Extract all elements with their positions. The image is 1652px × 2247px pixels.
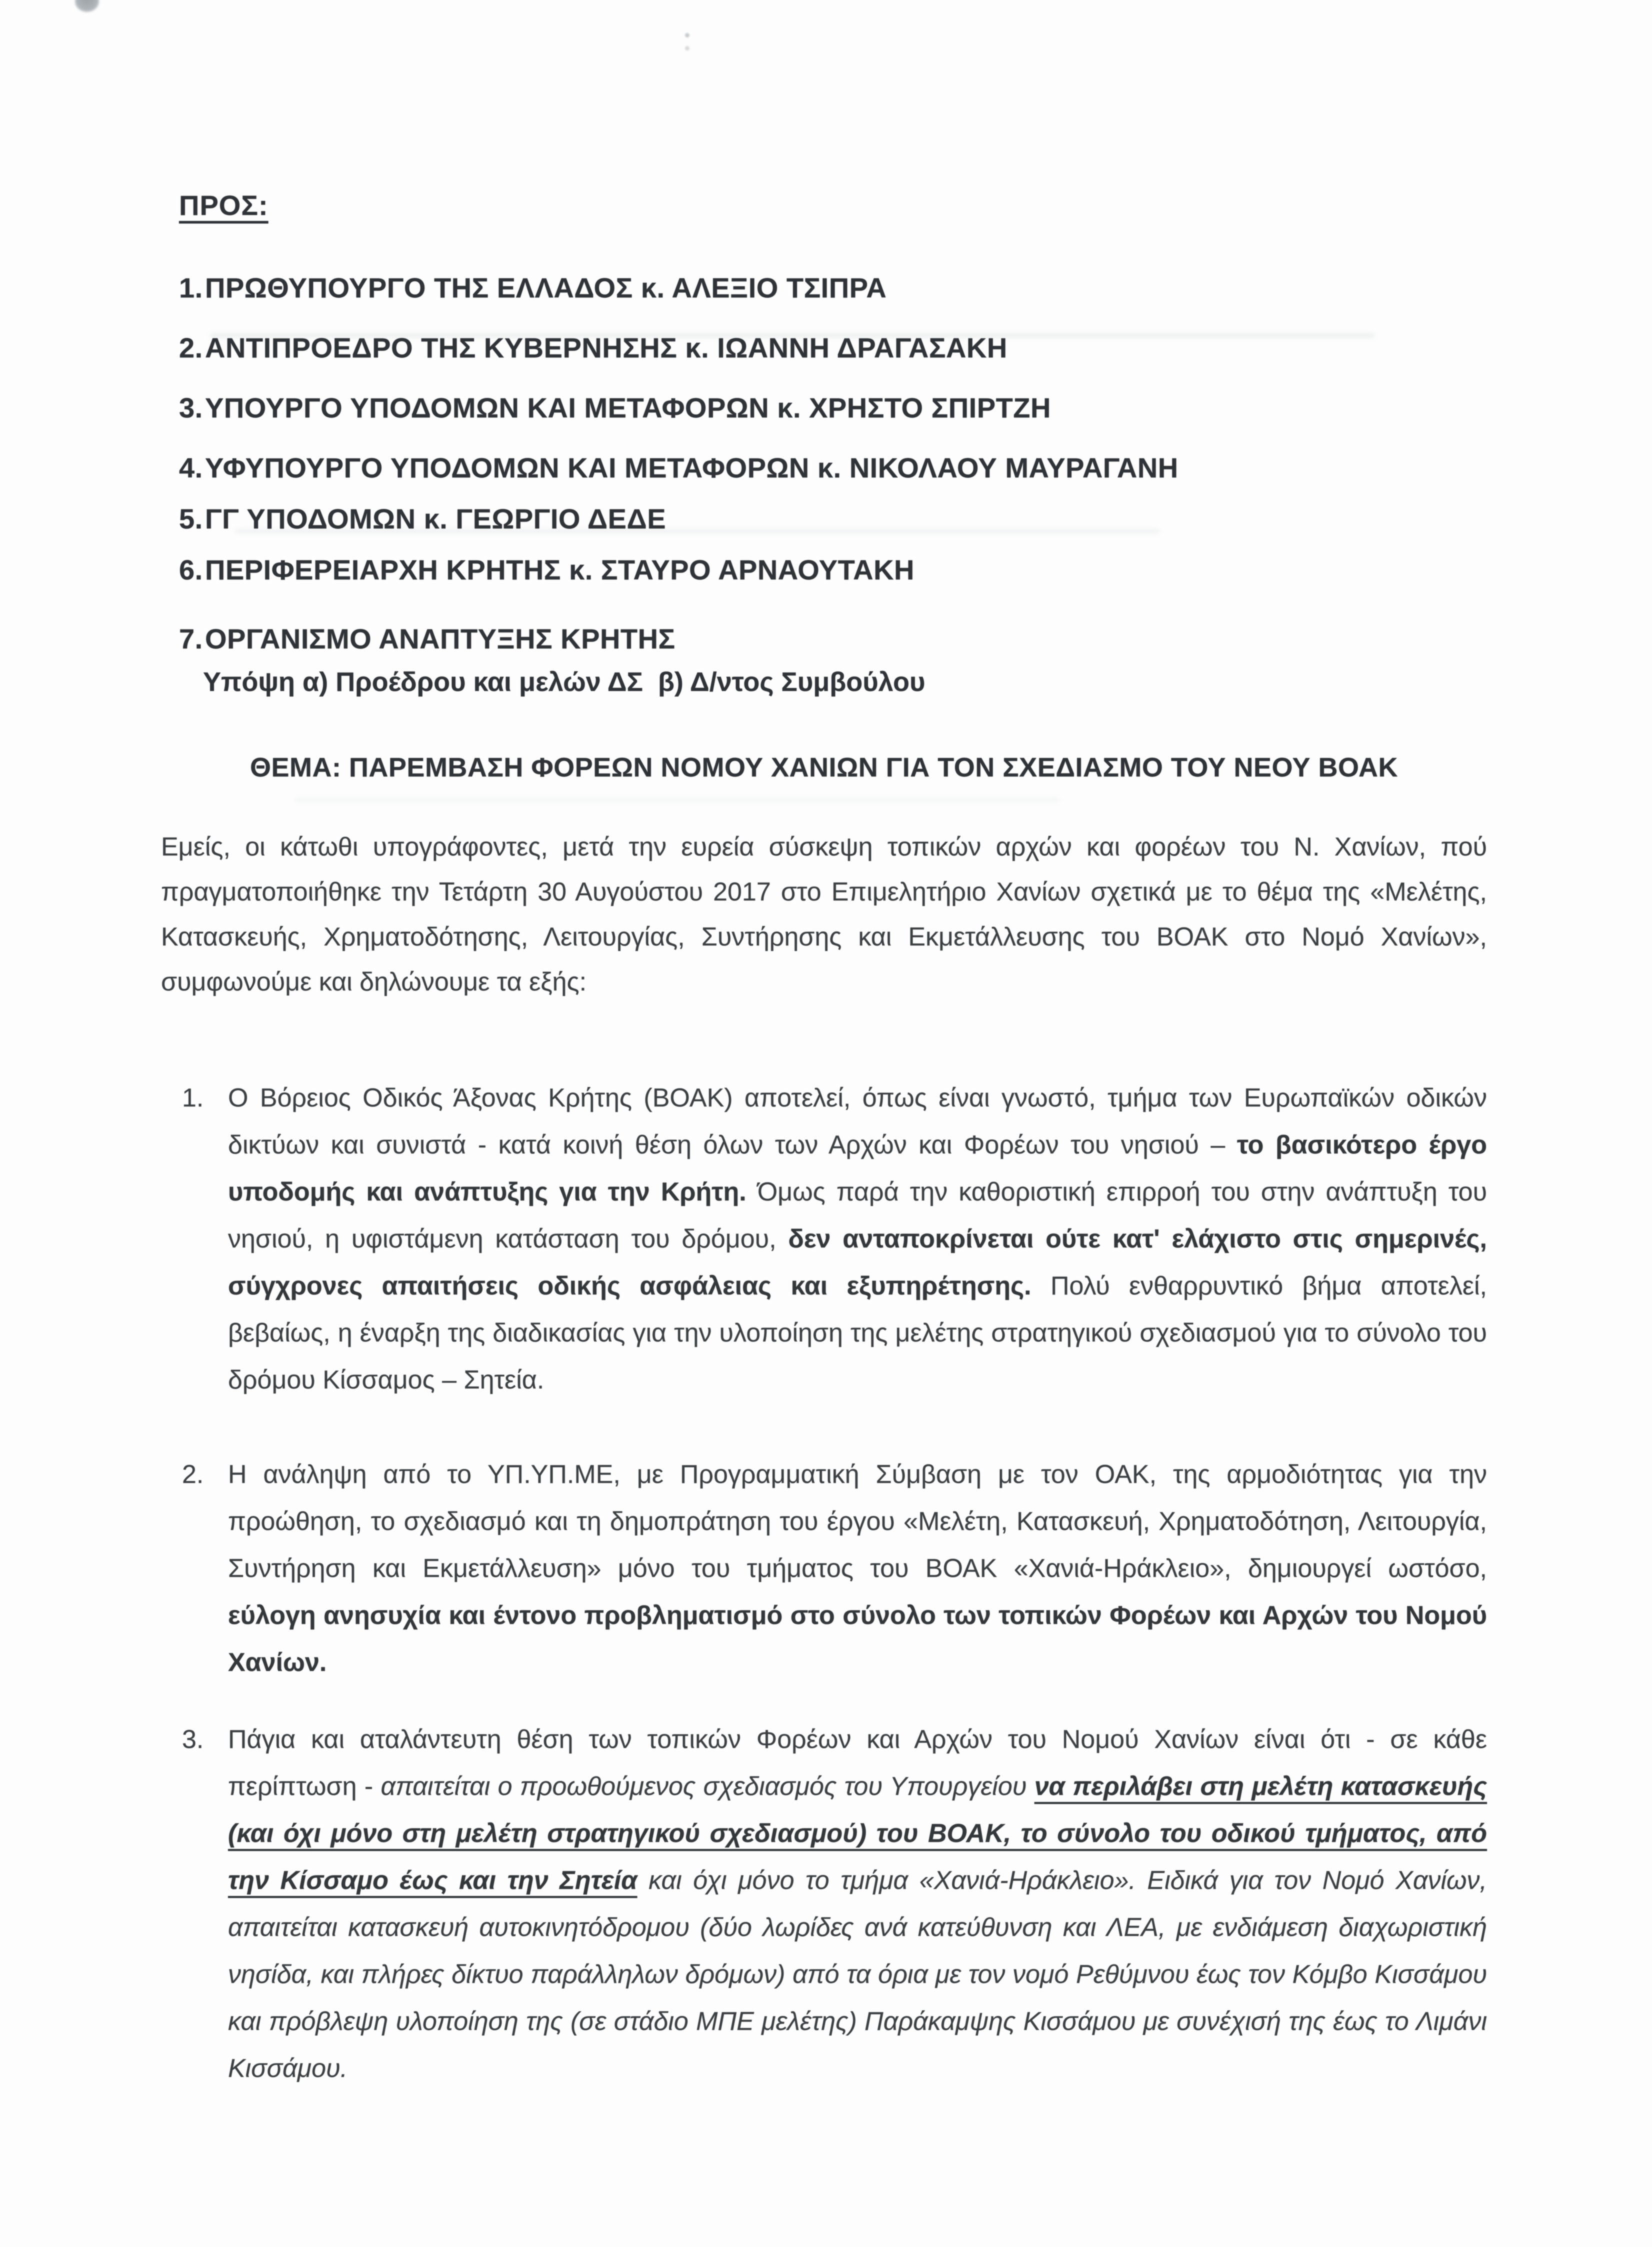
text-run: δεν ανταποκρίνεται ούτε κατ' ελάχιστο στις σημερινές, σύγχρονες απαιτήσεις οδικής ασφάλειας και εξυπηρέτησης. — [228, 1224, 1487, 1300]
recipient-text: ΠΡΩΘΥΠΟΥΡΓΟ ΤΗΣ ΕΛΛΑΔΟΣ κ. ΑΛΕΞΙΟ ΤΣΙΠΡΑ — [205, 272, 887, 304]
recipient-number: 6. — [179, 554, 203, 586]
recipient-attention-line: Υπόψη α) Προέδρου και μελών ΔΣ β) Δ/ντος Συμβούλου — [203, 667, 926, 697]
paragraph-number: 3. — [182, 1725, 204, 1754]
paragraph-body — [228, 1451, 1487, 1686]
text-run: Ο Βόρειος Οδικός Άξονας Κρήτης (ΒΟΑΚ) αποτελεί, όπως είναι γνωστό, τμήμα των Ευρωπαϊκών οδικών δικτύων και συνιστά - κατά κοινή θέση όλων των Αρχών και Φορέων του νησιού – — [228, 1084, 1487, 1160]
recipients-heading — [161, 189, 268, 222]
paragraph-number: 2. — [182, 1460, 204, 1489]
text-run: Εμείς, οι κάτωθι υπογράφοντες, μετά την ευρεία σύσκεψη τοπικών αρχών και φορέων του Ν. Χανίων, πού πραγματοποιήθηκε την Τετάρτη 30 Αυγούστου 2017 στο Επιμελητήριο Χανίων σχετικά με το θέμα της «Μελέτης, Κατασκευής, Χρηματοδότησης, Λειτουργίας, Συντήρησης και Εκμετάλλευσης του ΒΟΑΚ στο Νομό Χανίων», συμφωνούμε και δηλώνουμε τα εξής: — [161, 832, 1487, 996]
recipient-number: 2. — [179, 332, 203, 364]
paragraph-item — [161, 1716, 1487, 2092]
scan-artifact-dot — [75, 0, 99, 12]
recipient-item — [179, 334, 1487, 362]
paragraph-body — [228, 1716, 1487, 2092]
recipient-text: ΥΦΥΠΟΥΡΓΟ ΥΠΟΔΟΜΩΝ ΚΑΙ ΜΕΤΑΦΟΡΩΝ κ. ΝΙΚΟΛΑΟΥ ΜΑΥΡΑΓΑΝΗ — [205, 452, 1178, 484]
text-run: Όμως παρά την καθοριστική επιρροή του στην ανάπτυξη του νησιού, η υφιστάμενη κατάσταση του δρόμου, — [228, 1178, 1488, 1254]
text-run: να περιλάβει στη μελέτη κατασκευής (και όχι μόνο στη μελέτη στρατηγικού σχεδιασμού) του ΒΟΑΚ, το σύνολο του οδικού τμήματος, από την Κίσσαμο έως και την Σητεία — [228, 1772, 1487, 1895]
recipient-item — [179, 556, 1487, 584]
text-run: το βασικότερο έργο υποδομής και ανάπτυξης για την Κρήτη. — [228, 1130, 1487, 1206]
recipient-number: 3. — [179, 392, 203, 424]
paragraph-body — [228, 1074, 1487, 1404]
paragraph-item — [161, 1451, 1487, 1686]
recipients-list — [161, 274, 1487, 654]
recipient-number: 5. — [179, 503, 203, 534]
text-run: Η ανάληψη από το ΥΠ.ΥΠ.ΜΕ, με Προγραμματική Σύμβαση με τον ΟΑΚ, της αρμοδιότητας για την προώθηση, το σχεδιασμό και τη δημοπράτηση του έργου «Μελέτη, Κατασκευή, Χρηματοδότηση, Λειτουργία, Συντήρηση και Εκμετάλλευση» μόνο του τμήματος του ΒΟΑΚ «Χανιά-Ηράκλειο», δημιουργεί ωστόσο, — [228, 1460, 1487, 1583]
recipient-item — [179, 454, 1487, 482]
scan-artifact-colon — [684, 31, 691, 54]
subject-line: ΘΕΜΑ: ΠΑΡΕΜΒΑΣΗ ΦΟΡΕΩΝ ΝΟΜΟΥ ΧΑΝΙΩΝ ΓΙΑ ΤΟΝ ΣΧΕΔΙΑΣΜΟ ΤΟΥ ΝΕΟΥ ΒΟΑΚ — [250, 752, 1398, 782]
recipient-text: ΟΡΓΑΝΙΣΜΟ ΑΝΑΠΤΥΞΗΣ ΚΡΗΤΗΣ — [205, 623, 676, 654]
text-run: απαιτείται ο προωθούμενος σχεδιασμός του Υπουργείου — [380, 1772, 1034, 1801]
text-run: Πολύ ενθαρρυντικό βήμα αποτελεί, βεβαίως, η έναρξη της διαδικασίας για την υλοποίηση της μελέτης στρατηγικού σχεδιασμού για το σύνολο του δρόμου Κίσσαμος – Σητεία. — [228, 1272, 1487, 1394]
text-run: εύλογη ανησυχία και έντονο προβληματισμό στο σύνολο των τοπικών Φορέων και Αρχών του Νομού Χανίων. — [228, 1601, 1487, 1677]
numbered-paragraphs — [161, 1074, 1487, 2092]
recipient-item — [179, 624, 1487, 654]
recipient-text: ΠΕΡΙΦΕΡΕΙΑΡΧΗ ΚΡΗΤΗΣ κ. ΣΤΑΥΡΟ ΑΡΝΑΟΥΤΑΚΗ — [205, 554, 914, 586]
text-run: και όχι μόνο το τμήμα «Χανιά-Ηράκλειο». Ειδικά για τον Νομό Χανίων, απαιτείται κατασκευή αυτοκινητόδρομου (δύο λωρίδες ανά κατεύθυνση και ΛΕΑ, με ενδιάμεση διαχωριστική νησίδα, και πλήρες δίκτυο παράλληλων δρόμων) από τα όρια με τον νομό Ρεθύμνου έως τον Κόμβο Κισσάμου και πρόβλεψη υλοποίηση της (σε στάδιο ΜΠΕ μελέτης) Παράκαμψης Κισσάμου με συνέχισή της έως το Λιμάνι Κισσάμου. — [228, 1866, 1487, 2083]
recipient-item — [179, 394, 1487, 422]
text-run: Πάγια και αταλάντευτη θέση των τοπικών Φορέων και Αρχών του Νομού Χανίων είναι ότι - σε κάθε περίπτωση - — [228, 1725, 1487, 1801]
recipient-text: ΑΝΤΙΠΡΟΕΔΡΟ ΤΗΣ ΚΥΒΕΡΝΗΣΗΣ κ. ΙΩΑΝΝΗ ΔΡΑΓΑΣΑΚΗ — [205, 332, 1008, 364]
intro-paragraph — [161, 824, 1487, 1004]
recipient-item — [179, 504, 1487, 534]
recipient-number: 4. — [179, 452, 203, 484]
letter-content — [161, 189, 1487, 2092]
recipient-number: 7. — [179, 623, 203, 654]
recipient-number: 1. — [179, 272, 203, 304]
recipient-text: ΥΠΟΥΡΓΟ ΥΠΟΔΟΜΩΝ ΚΑΙ ΜΕΤΑΦΟΡΩΝ κ. ΧΡΗΣΤΟ ΣΠΙΡΤΖΗ — [205, 392, 1051, 424]
recipients-heading-text: ΠΡΟΣ: — [179, 190, 268, 221]
recipient-item — [179, 274, 1487, 302]
recipient-text: ΓΓ ΥΠΟΔΟΜΩΝ κ. ΓΕΩΡΓΙΟ ΔΕΔΕ — [205, 503, 666, 534]
paragraph-item — [161, 1074, 1487, 1404]
paragraph-number: 1. — [182, 1084, 204, 1112]
